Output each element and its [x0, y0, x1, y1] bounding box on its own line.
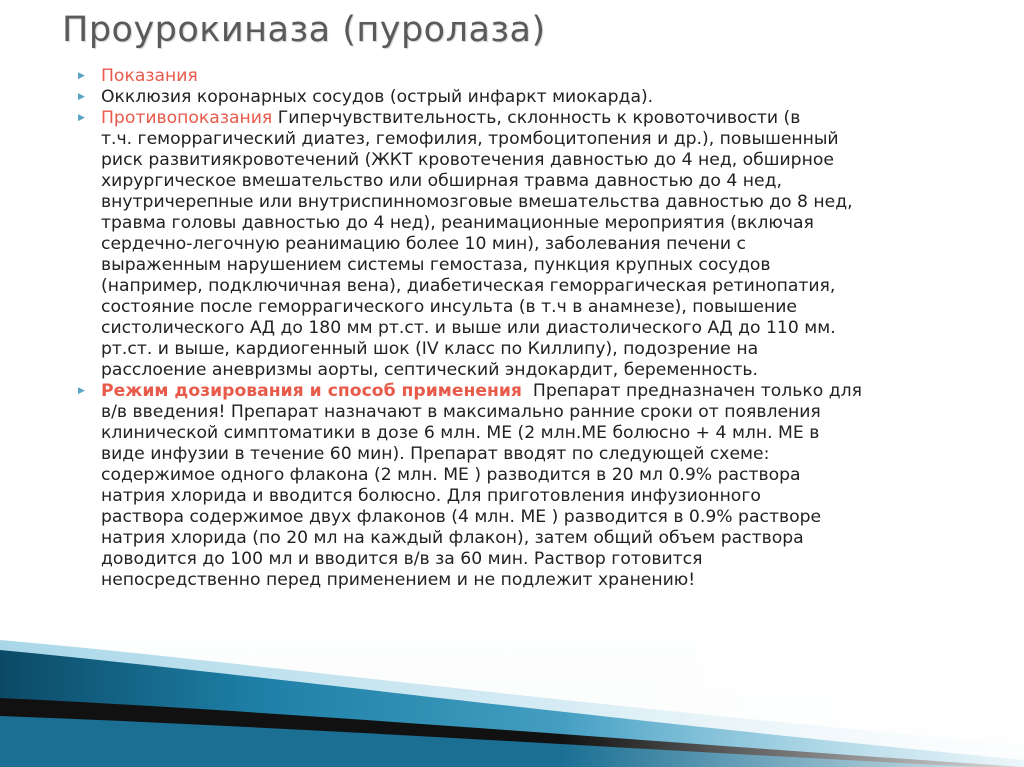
body-line: сердечно-легочную реанимацию более 10 мин), заболевания печени с — [101, 234, 746, 254]
body-line: непосредственно перед применением и не подлежит хранению! — [101, 570, 696, 590]
body-line: выраженным нарушением системы гемостаза, пункция крупных сосудов — [101, 255, 771, 275]
body-text: Гиперчувствительность, склонность к кровоточивости (в — [272, 108, 801, 128]
body-line: т.ч. геморрагический диатез, гемофилия, тромбоцитопения и др.), повышенный — [101, 129, 839, 149]
heading-indications: Показания — [101, 66, 198, 86]
heading-dosage: Режим дозирования и способ применения — [101, 381, 522, 401]
triangle-right-icon: ▶ — [78, 92, 85, 102]
body-line: систолического АД до 180 мм рт.ст. и выше или диастолического АД до 110 мм. — [101, 318, 836, 338]
body-line: виде инфузии в течение 60 мин). Препарат вводят по следующей схеме: — [101, 444, 770, 464]
body-line: доводится до 100 мл и вводится в/в за 60 мин. Раствор готовится — [101, 549, 703, 569]
bullet-item-indications-heading — [76, 66, 996, 87]
body-line: натрия хлорида и вводится болюсно. Для приготовления инфузионного — [101, 486, 761, 506]
body-line: травма головы давностью до 4 нед), реанимационные мероприятия (включая — [101, 213, 814, 233]
bullet-item-contraindications — [76, 108, 996, 381]
slide-title: Проурокиназа (пуролаза) — [62, 10, 546, 50]
body-line: риск развитиякровотечений (ЖКТ кровотечения давностью до 4 нед, обширное — [101, 150, 834, 170]
body-text: Препарат предназначен только для — [521, 381, 862, 401]
body-line: содержимое одного флакона (2 млн. МЕ ) разводится в 20 мл 0.9% раствора — [101, 465, 801, 485]
body-line: в/в введения! Препарат назначают в максимально ранние сроки от появления — [101, 402, 821, 422]
body-line: хирургическое вмешательство или обширная травма давностью до 4 нед, — [101, 171, 782, 191]
body-line: клинической симптоматики в дозе 6 млн. МЕ (2 млн.МЕ болюсно + 4 млн. МЕ в — [101, 423, 820, 443]
triangle-right-icon: ▶ — [78, 113, 85, 123]
triangle-right-icon: ▶ — [78, 386, 85, 396]
bullet-item-dosage — [76, 381, 996, 591]
body-line: внутричерепные или внутриспинномозговые вмешательства давностью до 8 нед, — [101, 192, 853, 212]
triangle-right-icon: ▶ — [78, 71, 85, 81]
bullet-item-indications-text — [76, 87, 996, 108]
body-line: состояние после геморрагического инсульта (в т.ч в анамнезе), повышение — [101, 297, 797, 317]
body-line: рт.ст. и выше, кардиогенный шок (IV класс по Киллипу), подозрение на — [101, 339, 759, 359]
body-line: (например, подключичная вена), диабетическая геморрагическая ретинопатия, — [101, 276, 836, 296]
heading-contraindications: Противопоказания — [101, 108, 273, 128]
body-line: раствора содержимое двух флаконов (4 млн. МЕ ) разводится в 0.9% растворе — [101, 507, 822, 527]
body-line: Окклюзия коронарных сосудов (острый инфаркт миокарда). — [101, 87, 654, 107]
body-line: расслоение аневризмы аорты, септический эндокардит, беременность. — [101, 360, 758, 380]
body-line: натрия хлорида (по 20 мл на каждый флакон), затем общий объем раствора — [101, 528, 804, 548]
bullet-list — [76, 66, 996, 591]
